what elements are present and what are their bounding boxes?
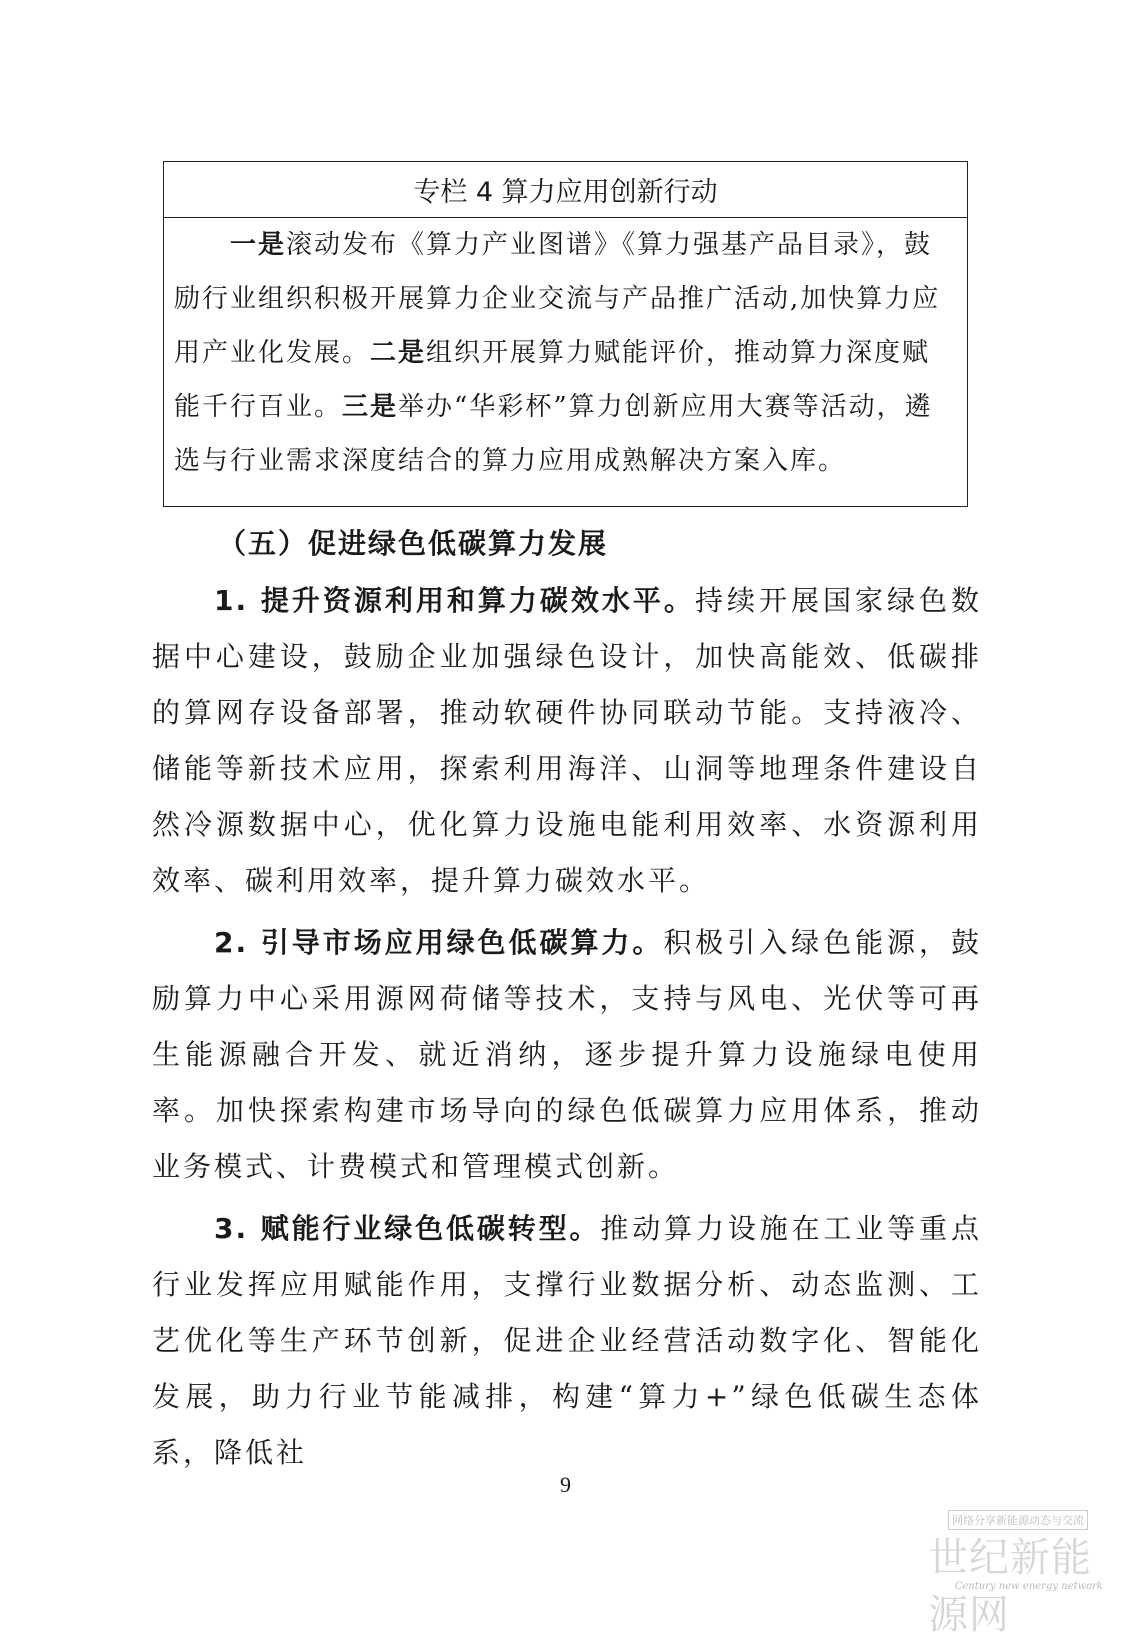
paragraph-1-lead: 1. 提升资源利用和算力碳效水平。 [214, 584, 695, 617]
paragraph-3 [152, 1201, 982, 1481]
point-three-label: 三是 [342, 392, 399, 422]
section-heading: （五）促进绿色低碳算力发展 [218, 527, 609, 560]
paragraph-3-lead: 3. 赋能行业绿色低碳转型。 [214, 1212, 601, 1245]
point-two-text: 组织开展算力赋能评价，推动算力深度赋能千行百业。 [174, 338, 931, 422]
watermark [928, 1510, 1113, 1638]
paragraph-3-text: 推动算力设施在工业等重点行业发挥应用赋能作用，支撑行业数据分析、动态监测、工艺优化等生产环节创新，促进企业经营活动数字化、智能化发展，助力行业节能减排，构建“算力+”绿色低碳生态体系，降低社 [152, 1212, 982, 1469]
column-title: 专栏 4 算力应用创新行动 [164, 162, 967, 218]
watermark-tagline: 网络分享新能源动态与交流 [948, 1510, 1088, 1530]
page-number: 9 [560, 1472, 571, 1497]
point-two-label: 二是 [370, 338, 427, 368]
column-box [163, 161, 968, 507]
paragraph-1 [152, 573, 982, 909]
watermark-subtitle: Century new energy network [954, 1581, 1103, 1592]
point-one-text: 滚动发布《算力产业图谱》《算力强基产品目录》，鼓励行业组织积极开展算力企业交流与产品推广活动,加快算力应用产业化发展。 [174, 230, 941, 368]
paragraph-1-text: 持续开展国家绿色数据中心建设，鼓励企业加强绿色设计，加快高能效、低碳排的算网存设备部署，推动软硬件协同联动节能。支持液冷、储能等新技术应用，探索利用海洋、山洞等地理条件建设自然冷源数据中心，优化算力设施电能利用效率、水资源利用效率、碳利用效率，提升算力碳效水平。 [152, 584, 982, 897]
column-paragraph [174, 218, 951, 488]
watermark-logo-text: 世纪新能源网 [928, 1535, 1092, 1638]
main-content [152, 515, 982, 1487]
point-one-label: 一是 [230, 230, 287, 260]
point-three-text: 举办“华彩杯”算力创新应用大赛等活动，遴选与行业需求深度结合的算力应用成熟解决方案入库。 [174, 392, 933, 476]
paragraph-2-lead: 2. 引导市场应用绿色低碳算力。 [214, 926, 664, 959]
paragraph-2 [152, 915, 982, 1195]
column-body [164, 218, 967, 488]
paragraph-2-text: 积极引入绿色能源，鼓励算力中心采用源网荷储等技术，支持与风电、光伏等可再生能源融合开发、就近消纳，逐步提升算力设施绿电使用率。加快探索构建市场导向的绿色低碳算力应用体系，推动业务模式、计费模式和管理模式创新。 [152, 926, 982, 1183]
